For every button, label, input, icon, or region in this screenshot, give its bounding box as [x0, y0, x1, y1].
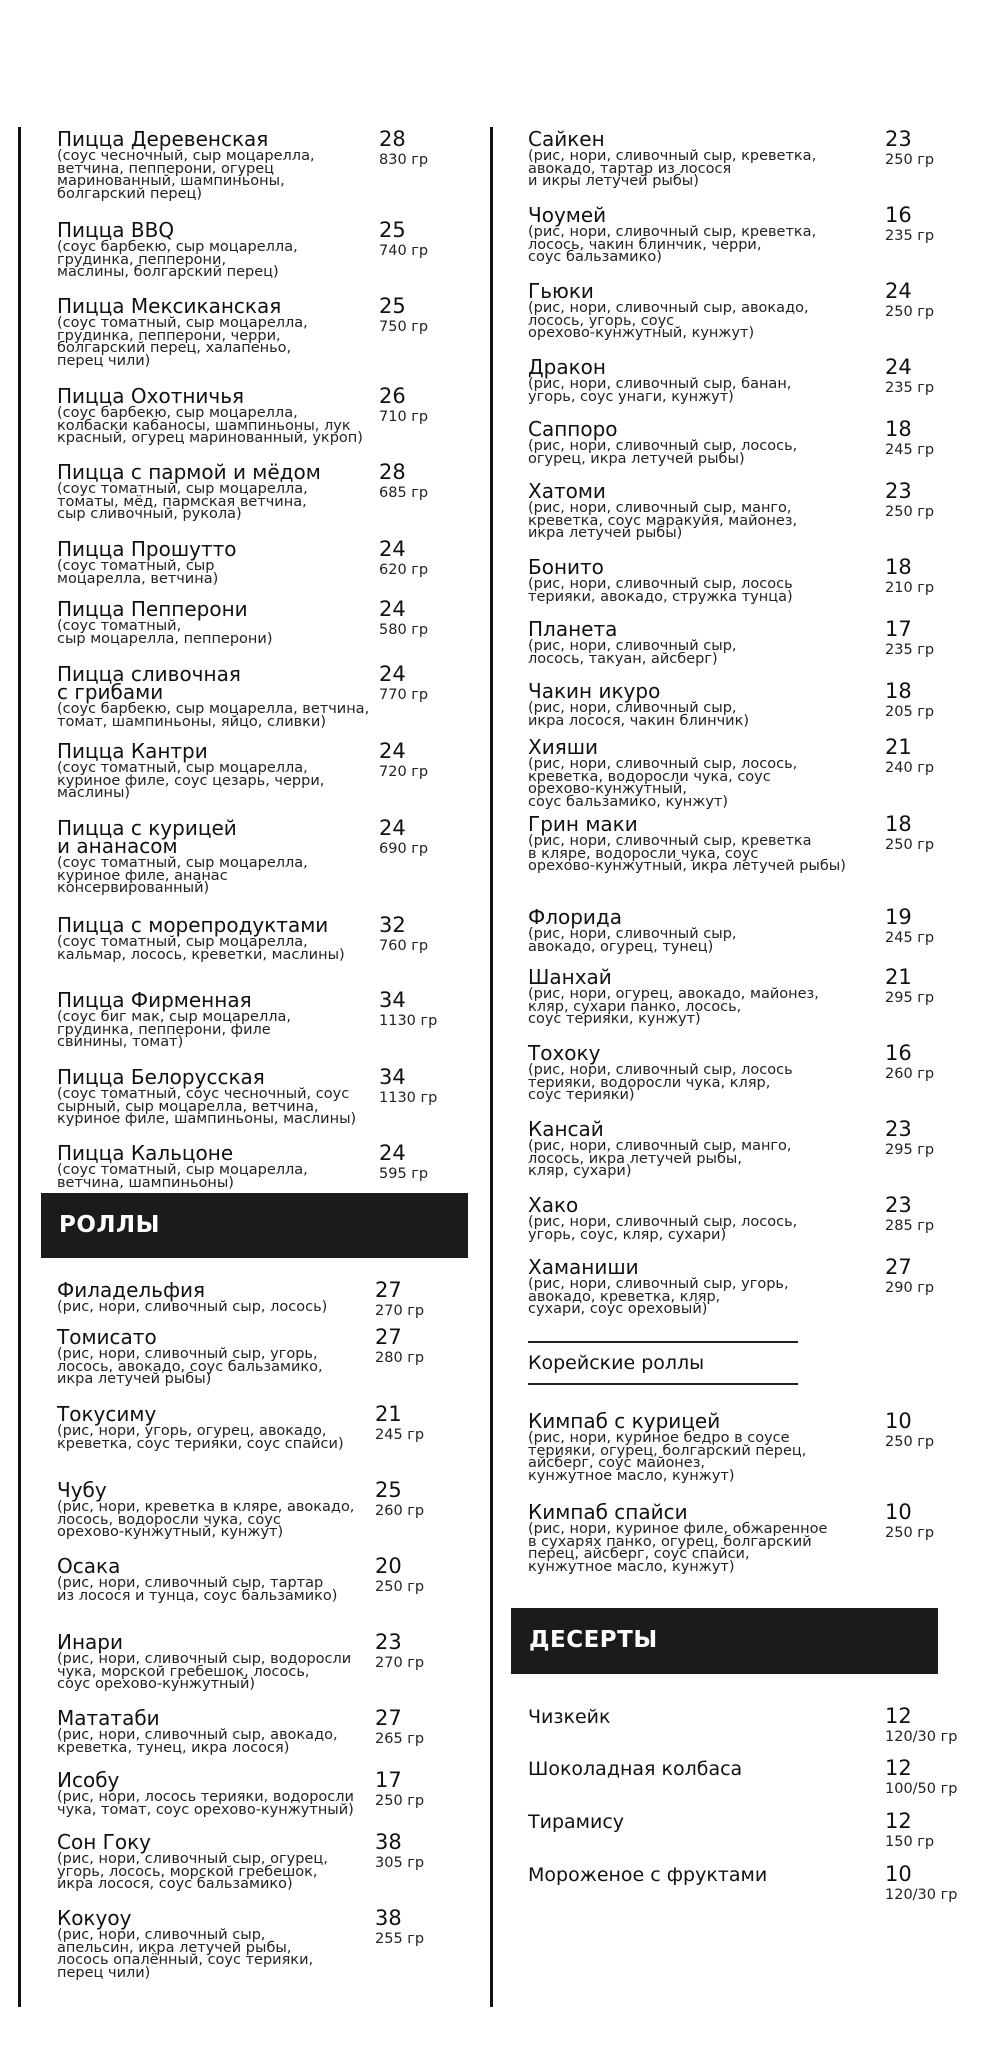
item-weight: 720 гр [379, 764, 429, 780]
menu-item [57, 913, 477, 963]
menu-item [57, 384, 477, 446]
dessert-weight: 120/30 гр [885, 1887, 958, 1903]
desserts-banner [511, 1608, 938, 1674]
menu-item [528, 1409, 968, 1484]
menu-item [528, 735, 968, 810]
item-weight: 830 гр [379, 152, 429, 168]
item-price: 34 [379, 988, 406, 1012]
item-weight: 250 гр [375, 1793, 425, 1809]
item-price: 23 [885, 1193, 912, 1217]
item-name: Флорида [528, 905, 623, 929]
menu-item [57, 218, 477, 280]
menu-item [57, 1768, 477, 1818]
item-description: (рис, нори, сливочный сыр, лосось) [57, 1299, 328, 1315]
dessert-price: 12 [885, 1756, 912, 1780]
menu-item [528, 965, 968, 1027]
item-description: (соус томатный, сыр моцарелла, ветчина, шампиньоны) [57, 1162, 308, 1191]
item-description: (соус томатный, сыр моцарелла, куриное филе, соус цезарь, черри, маслины) [57, 760, 325, 801]
item-price: 18 [885, 812, 912, 836]
item-name: Пицца Деревенская [57, 127, 269, 151]
menu-item [528, 1193, 968, 1243]
korean-rule-bottom [528, 1383, 798, 1385]
item-weight: 295 гр [885, 990, 935, 1006]
item-description: (рис, нори, сливочный сыр, огурец, угорь, лосось, морской гребешок, икра лосося, соус бальзамико) [57, 1851, 328, 1892]
item-name: Кимпаб с курицей [528, 1409, 721, 1433]
menu-item [57, 127, 477, 202]
item-description: (рис, нори, сливочный сыр, авокадо, огурец, тунец) [528, 926, 737, 955]
menu-item [528, 1041, 968, 1103]
item-price: 24 [379, 739, 406, 763]
item-description: (рис, нори, сливочный сыр, манго, лосось, икра летучей рыбы, кляр, сухари) [528, 1138, 792, 1179]
item-price: 32 [379, 913, 406, 937]
left-column-rule [18, 127, 21, 2007]
item-price: 24 [379, 816, 406, 840]
menu-item [57, 294, 477, 369]
item-weight: 210 гр [885, 580, 935, 596]
item-name: Шанхай [528, 965, 612, 989]
item-name: Грин маки [528, 812, 638, 836]
menu-item [528, 812, 968, 874]
menu-item [57, 1402, 477, 1452]
item-weight: 255 гр [375, 1931, 425, 1947]
item-price: 27 [375, 1278, 402, 1302]
item-price: 27 [375, 1706, 402, 1730]
item-description: (рис, нори, сливочный сыр, апельсин, икра летучей рыбы, лосось опалённый, соус терияки, перец чили) [57, 1927, 314, 1981]
item-name: Мататаби [57, 1706, 160, 1730]
dessert-item [528, 1704, 978, 1745]
item-weight: 270 гр [375, 1655, 425, 1671]
item-weight: 250 гр [885, 1434, 935, 1450]
item-name: Токусиму [57, 1402, 157, 1426]
menu-item [528, 127, 968, 189]
item-weight: 295 гр [885, 1142, 935, 1158]
item-name: Инари [57, 1630, 123, 1654]
menu-item [528, 1255, 968, 1317]
menu-item [57, 816, 477, 896]
dessert-name: Шоколадная колбаса [528, 1758, 743, 1780]
item-weight: 250 гр [885, 152, 935, 168]
dessert-price: 10 [885, 1862, 912, 1886]
item-description: (рис, нори, лосось терияки, водоросли чука, томат, соус орехово-кунжутный) [57, 1789, 354, 1818]
item-name: Тохоку [528, 1041, 601, 1065]
item-weight: 280 гр [375, 1350, 425, 1366]
dessert-name: Чизкейк [528, 1706, 611, 1728]
item-price: 27 [375, 1325, 402, 1349]
item-weight: 250 гр [885, 1525, 935, 1541]
item-name: Чакин икуро [528, 679, 661, 703]
item-description: (рис, нори, сливочный сыр, угорь, авокадо, креветка, кляр, сухари, соус ореховый) [528, 1276, 789, 1317]
item-weight: 235 гр [885, 642, 935, 658]
desserts-title: ДЕСЕРТЫ [529, 1627, 658, 1653]
item-weight: 1130 гр [379, 1013, 438, 1029]
item-description: (рис, нори, сливочный сыр, банан, угорь, соус унаги, кунжут) [528, 376, 792, 405]
menu-item [528, 417, 968, 467]
item-description: (рис, нори, сливочный сыр, угорь, лосось, авокадо, соус бальзамико, икра летучей рыбы) [57, 1346, 323, 1387]
dessert-name: Мороженое с фруктами [528, 1864, 768, 1886]
item-name: Гьюки [528, 279, 594, 303]
item-weight: 595 гр [379, 1166, 429, 1182]
item-weight: 770 гр [379, 687, 429, 703]
item-name: Дракон [528, 355, 606, 379]
item-description: (соус томатный, сыр моцарелла, пепперони) [57, 618, 273, 647]
item-name: Чоумей [528, 203, 607, 227]
item-price: 25 [379, 218, 406, 242]
item-price: 20 [375, 1554, 402, 1578]
item-description: (рис, нори, сливочный сыр, лосось терияки, авокадо, стружка тунца) [528, 576, 793, 605]
menu-item [57, 460, 477, 522]
item-weight: 685 гр [379, 485, 429, 501]
item-price: 24 [885, 355, 912, 379]
item-price: 25 [379, 294, 406, 318]
item-name: Пицца Пепперони [57, 597, 248, 621]
item-price: 10 [885, 1409, 912, 1433]
item-price: 23 [375, 1630, 402, 1654]
item-description: (рис, нори, угорь, огурец, авокадо, креветка, соус терияки, соус спайси) [57, 1423, 344, 1452]
item-weight: 245 гр [885, 442, 935, 458]
menu-item [57, 1906, 477, 1981]
item-price: 16 [885, 1041, 912, 1065]
item-name: Саппоро [528, 417, 618, 441]
item-name: Филадельфия [57, 1278, 206, 1302]
item-name: Пицца Охотничья [57, 384, 245, 408]
item-description: (рис, нори, сливочный сыр, креветка, лосось, чакин блинчик, черри, соус бальзамико) [528, 224, 817, 265]
item-weight: 235 гр [885, 228, 935, 244]
item-weight: 1130 гр [379, 1090, 438, 1106]
item-weight: 270 гр [375, 1303, 425, 1319]
korean-rule-top [528, 1341, 798, 1343]
menu-item [528, 479, 968, 541]
item-description: (рис, нори, сливочный сыр, водоросли чука, морской гребешок, лосось, соус орехово-кунжутный) [57, 1651, 352, 1692]
menu-item [528, 1500, 968, 1575]
korean-rolls-title: Корейские роллы [528, 1352, 705, 1374]
item-name: Пицца BBQ [57, 218, 175, 242]
menu-item [57, 1141, 477, 1191]
item-name: Сайкен [528, 127, 605, 151]
item-weight: 305 гр [375, 1855, 425, 1871]
menu-item [57, 988, 477, 1050]
item-price: 26 [379, 384, 406, 408]
item-price: 27 [885, 1255, 912, 1279]
menu-item [528, 279, 968, 341]
item-weight: 750 гр [379, 319, 429, 335]
item-price: 25 [375, 1478, 402, 1502]
dessert-item [528, 1809, 978, 1850]
item-description: (рис, нори, сливочный сыр, лосось, креветка, водоросли чука, соус орехово-кунжутный, соус бальзамико, кунжут) [528, 756, 798, 810]
item-name: Пицца Мексиканская [57, 294, 282, 318]
item-name: Пицца сливочная с грибами [57, 662, 241, 704]
item-description: (рис, нори, сливочный сыр, авокадо, лосось, угорь, соус орехово-кунжутный, кунжут) [528, 300, 809, 341]
item-weight: 245 гр [885, 930, 935, 946]
item-price: 38 [375, 1830, 402, 1854]
item-price: 21 [885, 965, 912, 989]
menu-item [528, 617, 968, 667]
item-price: 24 [379, 597, 406, 621]
menu-item [57, 1554, 477, 1604]
item-description: (соус томатный, сыр моцарелла, томаты, мёд, пармская ветчина, сыр сливочный, рукола) [57, 481, 308, 522]
menu-item [57, 1706, 477, 1756]
item-price: 28 [379, 127, 406, 151]
menu-item [57, 739, 477, 801]
item-weight: 290 гр [885, 1280, 935, 1296]
item-description: (соус томатный, сыр моцарелла, грудинка, пепперони, черри, болгарский перец, халапеньо, перец чили) [57, 315, 308, 369]
item-name: Осака [57, 1554, 121, 1578]
menu-item [57, 1278, 477, 1319]
dessert-item [528, 1756, 978, 1797]
item-weight: 265 гр [375, 1731, 425, 1747]
item-price: 21 [885, 735, 912, 759]
item-name: Хияши [528, 735, 599, 759]
item-price: 18 [885, 679, 912, 703]
item-weight: 285 гр [885, 1218, 935, 1234]
dessert-price: 12 [885, 1704, 912, 1728]
item-price: 23 [885, 479, 912, 503]
item-name: Исобу [57, 1768, 120, 1792]
item-weight: 260 гр [885, 1066, 935, 1082]
dessert-price: 12 [885, 1809, 912, 1833]
item-description: (соус барбекю, сыр моцарелла, грудинка, пепперони, маслины, болгарский перец) [57, 239, 298, 280]
item-name: Бонито [528, 555, 604, 579]
item-description: (рис, нори, сливочный сыр, манго, креветка, соус маракуйя, майонез, икра летучей рыбы) [528, 500, 798, 541]
item-name: Хако [528, 1193, 579, 1217]
item-description: (рис, нори, сливочный сыр, креветка, авокадо, тартар из лосося и икры летучей рыбы) [528, 148, 817, 189]
item-name: Кансай [528, 1117, 604, 1141]
dessert-item [528, 1862, 978, 1903]
item-price: 23 [885, 1117, 912, 1141]
item-price: 16 [885, 203, 912, 227]
item-description: (рис, нори, сливочный сыр, икра лосося, чакин блинчик) [528, 700, 750, 729]
item-description: (соус чесночный, сыр моцарелла, ветчина, пепперони, огурец маринованный, шампиньоны, болгарский перец) [57, 148, 315, 202]
item-price: 24 [379, 1141, 406, 1165]
menu-item [57, 1630, 477, 1692]
item-weight: 740 гр [379, 243, 429, 259]
item-description: (соус биг мак, сыр моцарелла, грудинка, пепперони, филе свинины, томат) [57, 1009, 292, 1050]
menu-item [528, 905, 968, 955]
item-description: (соус томатный, соус чесночный, соус сырный, сыр моцарелла, ветчина, куриное филе, шампиньоны, маслины) [57, 1086, 357, 1127]
item-name: Кимпаб спайси [528, 1500, 688, 1524]
item-description: (рис, нори, сливочный сыр, тартар из лосося и тунца, соус бальзамико) [57, 1575, 338, 1604]
menu-item [528, 355, 968, 405]
item-price: 24 [379, 662, 406, 686]
item-price: 10 [885, 1500, 912, 1524]
menu-item [57, 1065, 477, 1127]
item-price: 17 [885, 617, 912, 641]
item-name: Пицца с морепродуктами [57, 913, 329, 937]
item-description: (рис, нори, сливочный сыр, лосось терияки, водоросли чука, кляр, соус терияки) [528, 1062, 793, 1103]
item-weight: 250 гр [885, 304, 935, 320]
item-weight: 620 гр [379, 562, 429, 578]
item-weight: 710 гр [379, 409, 429, 425]
item-weight: 240 гр [885, 760, 935, 776]
dessert-weight: 150 гр [885, 1834, 935, 1850]
item-description: (рис, нори, сливочный сыр, лосось, такуан, айсберг) [528, 638, 737, 667]
item-weight: 235 гр [885, 380, 935, 396]
item-weight: 205 гр [885, 704, 935, 720]
item-price: 18 [885, 417, 912, 441]
item-description: (соус барбекю, сыр моцарелла, ветчина, томат, шампиньоны, яйцо, сливки) [57, 701, 370, 730]
item-price: 28 [379, 460, 406, 484]
menu-item [528, 555, 968, 605]
item-description: (соус томатный, сыр моцарелла, куриное филе, ананас консервированный) [57, 855, 308, 896]
item-name: Хаманиши [528, 1255, 639, 1279]
item-name: Пицца Прошутто [57, 537, 237, 561]
item-description: (рис, нори, сливочный сыр, лосось, огурец, икра летучей рыбы) [528, 438, 798, 467]
item-description: (рис, нори, сливочный сыр, креветка в кляре, водоросли чука, соус орехово-кунжутный, икра летучей рыбы) [528, 833, 846, 874]
menu-item [528, 203, 968, 265]
item-description: (рис, нори, креветка в кляре, авокадо, лосось, водоросли чука, соус орехово-кунжутный, кунжут) [57, 1499, 355, 1540]
item-price: 23 [885, 127, 912, 151]
center-column-rule [490, 127, 493, 2007]
item-description: (рис, нори, куриное филе, обжаренное в сухарях панко, огурец, болгарский перец, айсберг, соус спайси, кунжутное масло, кунжут) [528, 1521, 828, 1575]
item-weight: 260 гр [375, 1503, 425, 1519]
item-price: 17 [375, 1768, 402, 1792]
rolls-title: РОЛЛЫ [59, 1212, 160, 1238]
menu-item [57, 1478, 477, 1540]
dessert-name: Тирамису [528, 1811, 625, 1833]
item-price: 38 [375, 1906, 402, 1930]
item-description: (соус барбекю, сыр моцарелла, колбаски кабаносы, шампиньоны, лук красный, огурец маринованный, укроп) [57, 405, 363, 446]
item-description: (рис, нори, сливочный сыр, авокадо, креветка, тунец, икра лосося) [57, 1727, 338, 1756]
item-name: Пицца с курицей и ананасом [57, 816, 237, 858]
item-name: Пицца Фирменная [57, 988, 252, 1012]
menu-item [528, 1117, 968, 1179]
item-name: Пицца Белорусская [57, 1065, 265, 1089]
item-description: (рис, нори, огурец, авокадо, майонез, кляр, сухари панко, лосось, соус терияки, кунжут) [528, 986, 819, 1027]
item-description: (рис, нори, куриное бедро в соусе терияки, огурец, болгарский перец, айсберг, соус майонез, кунжутное масло, кунжут) [528, 1430, 807, 1484]
item-name: Пицца Кальцоне [57, 1141, 234, 1165]
menu-item [57, 1325, 477, 1387]
item-description: (соус томатный, сыр моцарелла, кальмар, лосось, креветки, маслины) [57, 934, 345, 963]
menu-item [57, 597, 477, 647]
item-price: 24 [379, 537, 406, 561]
item-weight: 760 гр [379, 938, 429, 954]
item-price: 18 [885, 555, 912, 579]
item-name: Сон Гоку [57, 1830, 151, 1854]
rolls-banner [41, 1193, 468, 1258]
item-name: Томисато [57, 1325, 157, 1349]
item-name: Пицца Кантри [57, 739, 208, 763]
menu-item [57, 662, 477, 730]
item-name: Пицца с пармой и мёдом [57, 460, 321, 484]
item-weight: 250 гр [885, 837, 935, 853]
item-price: 21 [375, 1402, 402, 1426]
menu-item [528, 679, 968, 729]
item-price: 34 [379, 1065, 406, 1089]
item-price: 24 [885, 279, 912, 303]
item-weight: 580 гр [379, 622, 429, 638]
menu-item [57, 1830, 477, 1892]
item-name: Кокуоу [57, 1906, 132, 1930]
item-weight: 250 гр [885, 504, 935, 520]
item-weight: 245 гр [375, 1427, 425, 1443]
item-price: 19 [885, 905, 912, 929]
item-description: (рис, нори, сливочный сыр, лосось, угорь, соус, кляр, сухари) [528, 1214, 798, 1243]
item-name: Хатоми [528, 479, 606, 503]
menu-item [57, 537, 477, 587]
item-description: (соус томатный, сыр моцарелла, ветчина) [57, 558, 219, 587]
item-weight: 690 гр [379, 841, 429, 857]
item-name: Планета [528, 617, 618, 641]
item-name: Чубу [57, 1478, 107, 1502]
item-weight: 250 гр [375, 1579, 425, 1595]
dessert-weight: 120/30 гр [885, 1729, 958, 1745]
dessert-weight: 100/50 гр [885, 1781, 958, 1797]
